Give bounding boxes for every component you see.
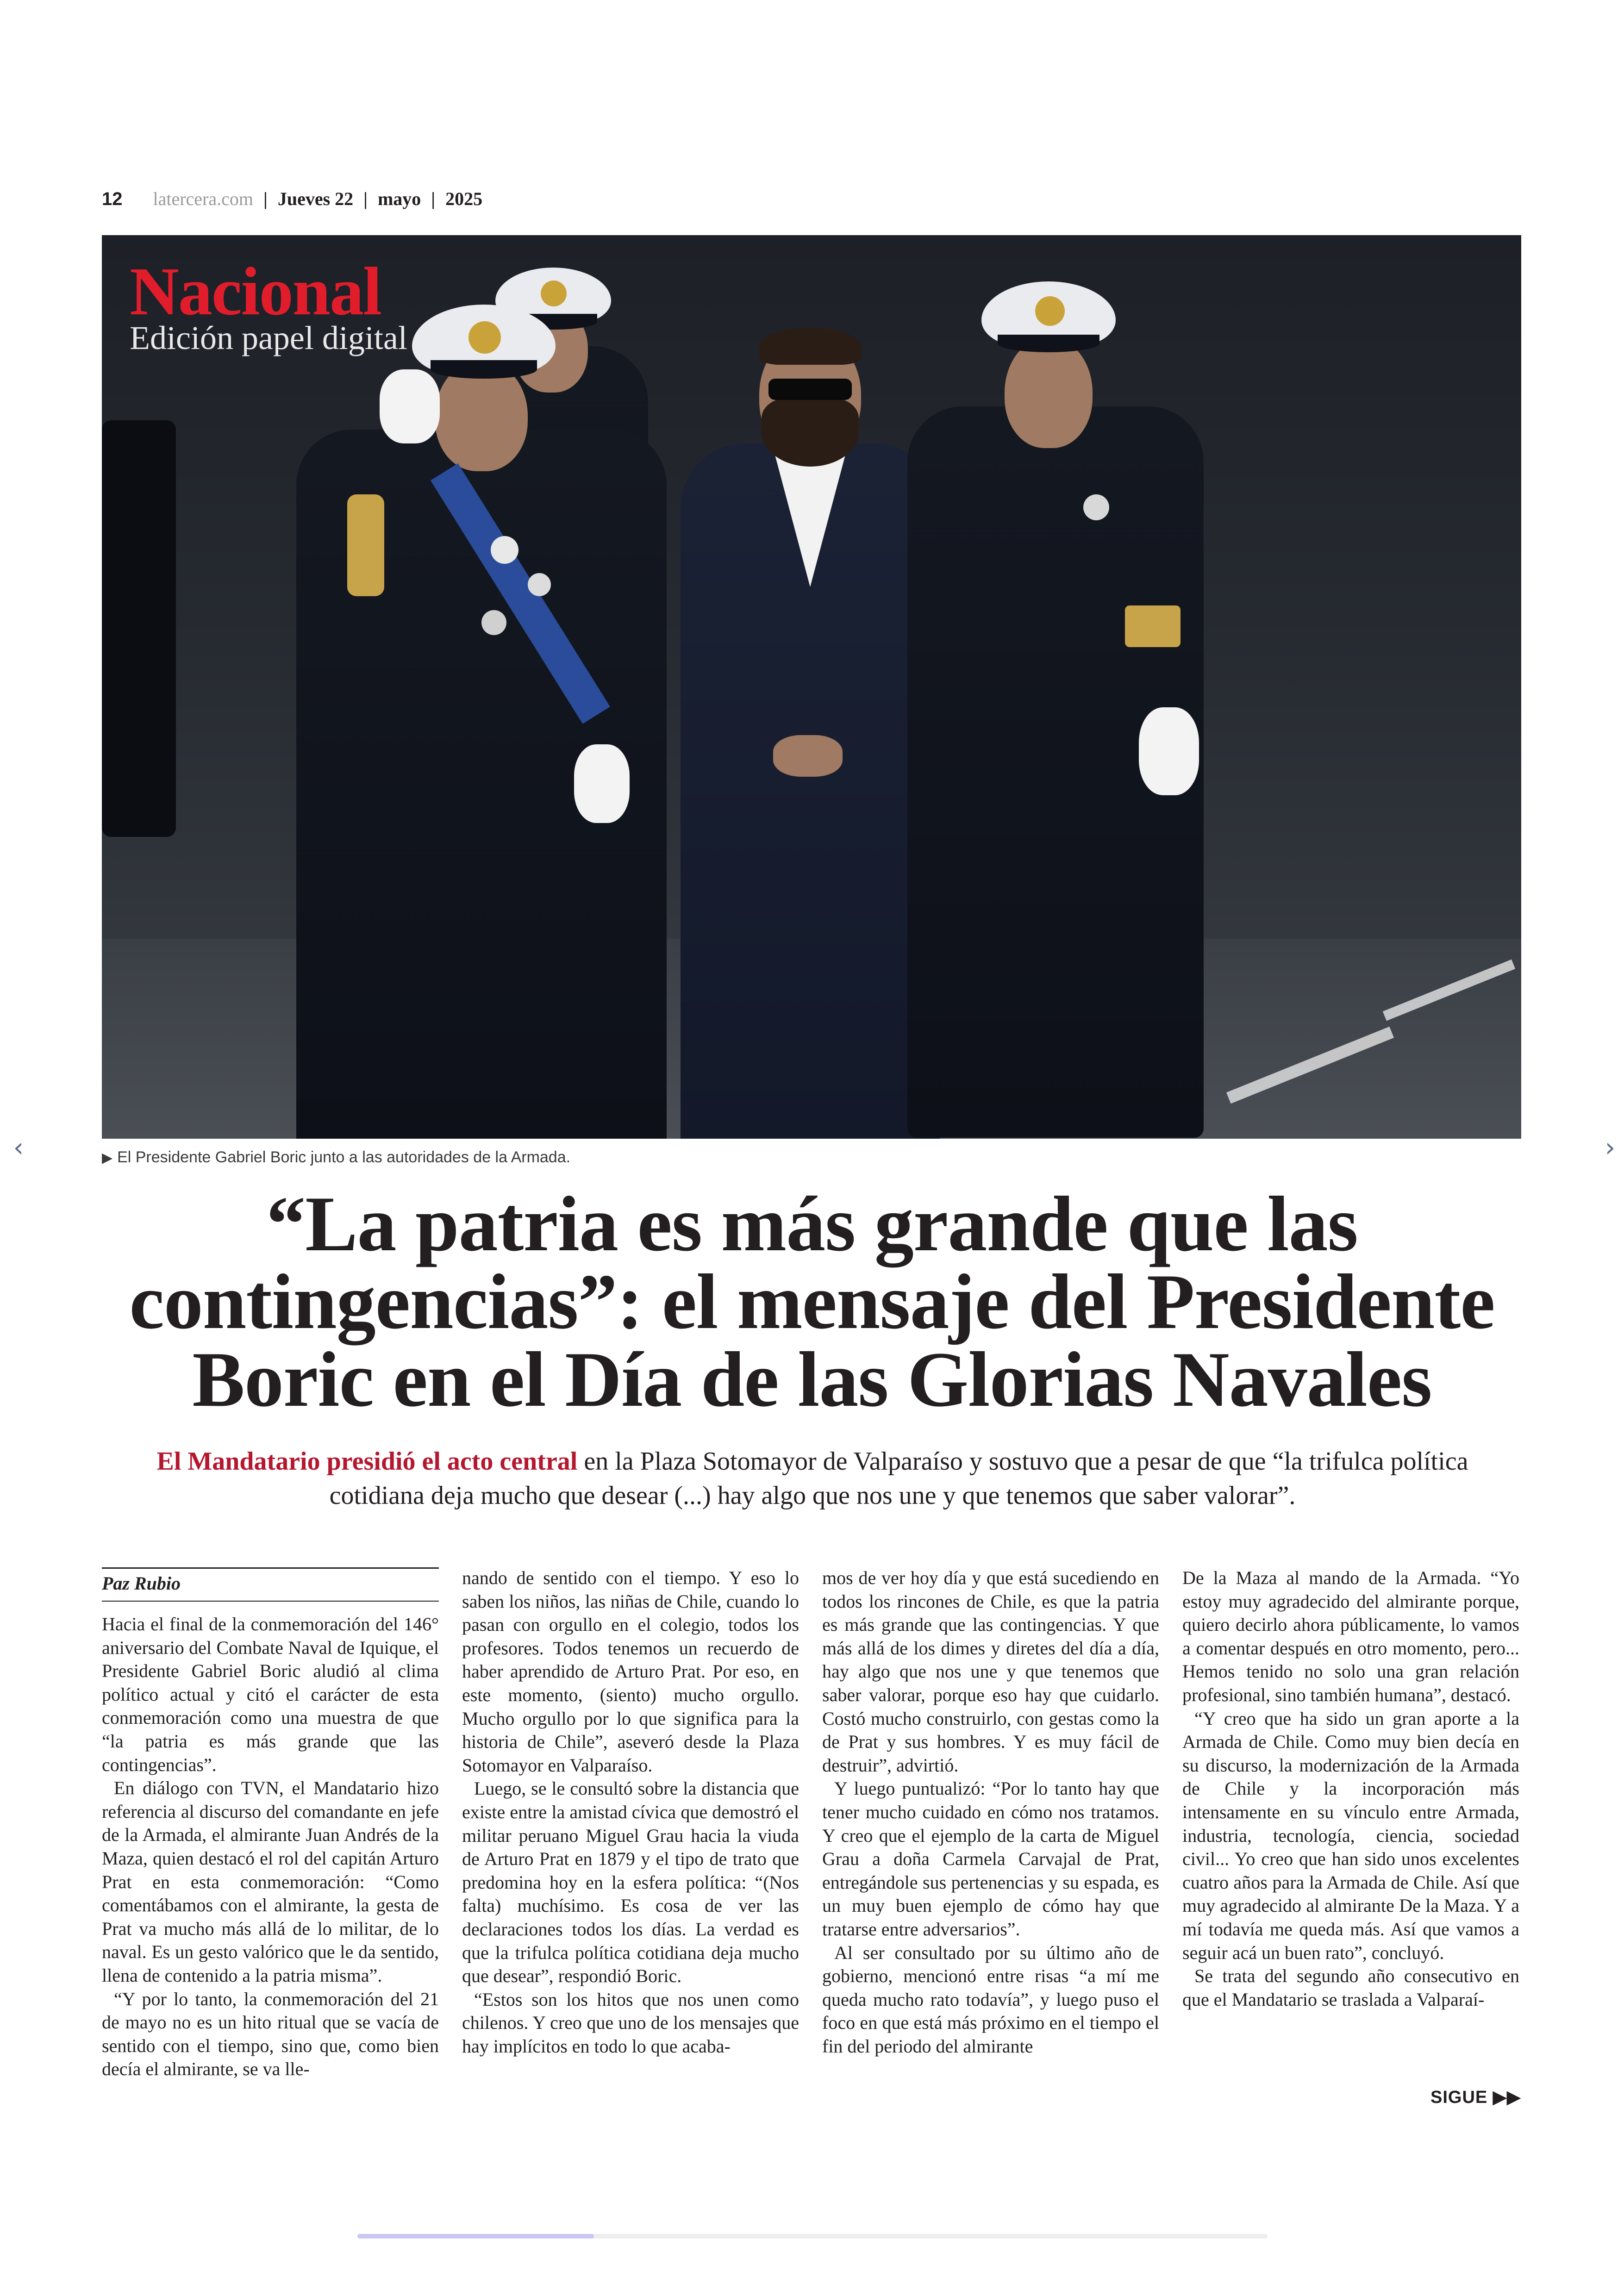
article-column-2 xyxy=(462,1566,799,2058)
section-subtitle: Edición papel digital xyxy=(130,319,407,356)
byline-rule xyxy=(102,1601,439,1602)
page-scrollbar-thumb[interactable] xyxy=(357,2234,594,2239)
paragraph: En diálogo con TVN, el Mandatario hizo referencia al discurso del comandante en jefe de la Armada, el almirante Juan Andrés de la Maza, quien destacó el rol del capitán Arturo Prat en esta conmemoración: “Como comentábamos con el almirante, la gesta de Prat va mucho más allá de lo militar, de lo naval. Es un gesto valórico que le da sentido, llena de contenido a la patria misma”. xyxy=(102,1777,439,1986)
article-column-3 xyxy=(822,1566,1159,2058)
section-title: Nacional xyxy=(130,254,381,330)
article-column-4 xyxy=(1182,1566,1519,2011)
paragraph: Hacia el final de la conmemoración del 146° aniversario del Combate Naval de Iquique, el Presidente Gabriel Boric aludió al clima político actual y citó el carácter de esta conmemoración como una muestra de que “la patria es más grande que las contingencias”. xyxy=(102,1614,439,1775)
photographer-silhouette xyxy=(102,420,176,837)
site-name: latercera.com xyxy=(153,188,254,209)
date-day: Jueves 22 xyxy=(277,188,354,209)
lead-text: en la Plaza Sotomayor de Valparaíso y sostuvo que a pesar de que “la trifulca política cotidiana deja mucho que desear (...) hay algo que nos une y que tenemos que saber valorar”. xyxy=(329,1447,1468,1510)
paragraph: “Y por lo tanto, la conmemoración del 21 de mayo no es un hito ritual que se vacía de sentido con el tiempo, sino que, como bien decía el almirante, se va lle- xyxy=(102,1988,439,2080)
caption-marker-icon: ▶ xyxy=(102,1150,113,1166)
byline: Paz Rubio xyxy=(102,1573,181,1594)
paragraph: nando de sentido con el tiempo. Y eso lo saben los niños, las niñas de Chile, cuando lo pasan con orgullo en el colegio, todos los profesores. Todos tenemos un recuerdo de haber aprendido de Arturo Prat. Por eso, en este momento, (siento) mucho orgullo. Mucho orgullo por lo que significa para la historia de Chile”, aseveró desde la Plaza Sotomayor en Valparaíso. xyxy=(462,1567,799,1776)
paragraph: Se trata del segundo año consecutivo en que el Mandatario se traslada a Valparaí- xyxy=(1182,1965,1519,2010)
article-column-1 xyxy=(102,1613,439,2081)
paragraph: “Y creo que ha sido un gran aporte a la Armada de Chile. Como muy bien decía en su discurso, la modernización de la Armada de Chile y la incorporación más intensamente en su vínculo entre Armada, industria, tecnología, ciencia, sociedad civil... Yo creo que han sido unos excelentes cuatro años para la Armada de Chile. Así que muy agradecido al almirante De la Maza. Y a mí todavía me queda más. Así que vamos a seguir acá un buen rato”, concluyó. xyxy=(1182,1708,1519,1963)
chevron-right-icon[interactable]: › xyxy=(1605,1133,1616,1163)
header-separator: | xyxy=(431,188,436,209)
paragraph: Al ser consultado por su último año de gobierno, mencionó entre risas “a mí me queda mucho rato todavía”, y luego puso el foco en que está más próximo en el tiempo el fin del periodo del almirante xyxy=(822,1942,1159,2057)
article-headline: “La patria es más grande que las contingencias”: el mensaje del Presidente Boric en el Día de las Glorias Navales xyxy=(129,1180,1495,1423)
page-number: 12 xyxy=(102,189,123,209)
byline-rule xyxy=(102,1567,439,1569)
paragraph: “Estos son los hitos que nos unen como chilenos. Y creo que uno de los mensajes que hay implícitos en todo lo que acaba- xyxy=(462,1989,799,2057)
date-year: 2025 xyxy=(445,188,483,209)
hero-photo xyxy=(102,235,1521,1139)
header-separator: | xyxy=(363,188,368,209)
header-separator: | xyxy=(263,188,268,209)
article-lead xyxy=(111,1444,1514,1513)
paragraph: De la Maza al mando de la Armada. “Yo estoy muy agradecido del almirante porque, quiero decirlo ahora públicamente, lo vamos a comentar después en otro momento, pero... Hemos tenido no solo una gran relación profesional, sino también humana”, destacó. xyxy=(1182,1567,1519,1705)
chevron-left-icon[interactable]: ‹ xyxy=(13,1133,24,1163)
lead-highlight: El Mandatario presidió el acto central xyxy=(156,1447,578,1476)
photo-caption xyxy=(102,1147,570,1168)
date-month: mayo xyxy=(377,188,421,209)
paragraph: Y luego puntualizó: “Por lo tanto hay que tener mucho cuidado en cómo nos tratamos. Y creo que el ejemplo de la carta de Miguel Grau a doña Carmela Carvajal de Prat, entregándole sus pertenencias y su espada, es un muy buen ejemplo de cómo hay que tratarse entre adversarios”. xyxy=(822,1778,1159,1940)
page-header xyxy=(102,185,482,213)
continue-link[interactable]: SIGUE ▶▶ xyxy=(1430,2088,1521,2107)
paragraph: Luego, se le consultó sobre la distancia que existe entre la amistad cívica que demostró el militar peruano Miguel Grau hacia la viuda de Arturo Prat en 1879 y el tipo de trato que predomina hoy en la esfera política: “(Nos falta) muchísimo. Es cosa de ver las declaraciones todos los días. La verdad es que la trifulca política cotidiana deja mucho que desear”, respondió Boric. xyxy=(462,1778,799,1987)
paragraph: mos de ver hoy día y que está sucediendo en todos los rincones de Chile, es que la patria es más grande que las contingencias. Y que más allá de los dimes y diretes del día a día, hay algo que nos une y que tenemos que saber valorar, porque eso hay que cuidarlo. Costó mucho construirlo, con gestas como la de Prat y sus hombres. Y es muy fácil de destruir”, advirtió. xyxy=(822,1567,1159,1776)
caption-text: El Presidente Gabriel Boric junto a las autoridades de la Armada. xyxy=(117,1148,571,1166)
